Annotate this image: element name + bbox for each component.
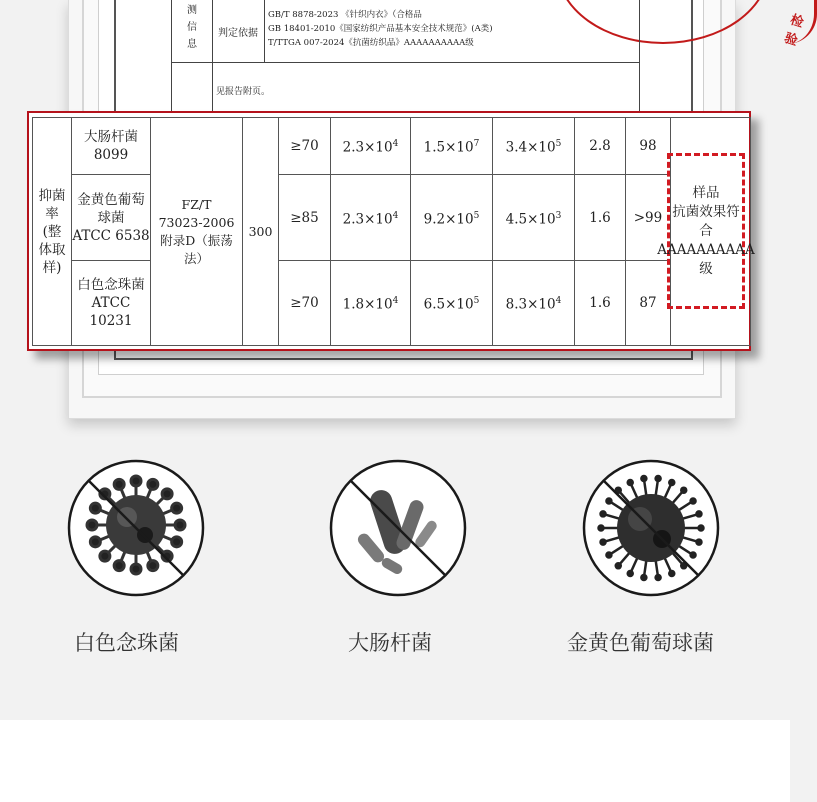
spike-knob — [175, 520, 185, 530]
standards-list — [268, 8, 493, 50]
column-divider — [212, 62, 213, 112]
count-cell: $1.8\times 10^4$ — [331, 260, 411, 345]
spike-knob — [114, 479, 124, 489]
spike-knob — [691, 553, 696, 558]
spike-knob — [131, 476, 141, 486]
spike-knob — [669, 480, 674, 485]
requirement-cell: ≥85 — [279, 175, 331, 260]
bottom-background — [0, 720, 790, 802]
count-cell: $2.3\times 10^4$ — [331, 175, 411, 260]
spike-knob — [114, 561, 124, 571]
table-row — [33, 175, 751, 260]
table-row — [33, 260, 751, 345]
e-coli-caption: 大肠杆菌 — [348, 631, 432, 655]
spike-knob — [162, 489, 172, 499]
spike-knob — [172, 537, 182, 547]
spike-knob — [696, 511, 701, 516]
e-coli-icon — [329, 459, 467, 597]
log-value-cell: 2.8 — [575, 118, 626, 175]
see-attachment-text: 见报告附页。 — [216, 87, 271, 97]
staphylococcus-icon — [582, 459, 720, 597]
spike-knob — [669, 571, 674, 576]
standard-line: GB 18401-2010《国家纺织产品基本安全技术规范》(A类) — [268, 24, 493, 34]
table-row — [33, 118, 751, 175]
candida-icon — [67, 459, 205, 597]
stamp-text: 检验 — [782, 12, 806, 50]
highlighted-results-table — [27, 111, 755, 351]
spike-knob — [131, 564, 141, 574]
count-cell: $9.2\times 10^5$ — [411, 175, 493, 260]
spike-knob — [90, 537, 100, 547]
row-header: 抑菌 率 (整 体取 样) — [33, 118, 72, 346]
spike-knob — [606, 498, 611, 503]
organism-cell: 大肠杆菌 8099 — [72, 118, 151, 175]
spike-knob — [699, 526, 704, 531]
spike-knob — [599, 526, 604, 531]
spike-knob — [172, 503, 182, 513]
spike-knob — [696, 540, 701, 545]
count-cell: $1.5\times 10^7$ — [411, 118, 493, 175]
spike-knob — [656, 575, 661, 580]
log-value-cell: 1.6 — [575, 175, 626, 260]
section-column — [172, 0, 213, 112]
standard-line: T/TTGA 007-2024《抗菌纺织品》AAAAAAAAAA级 — [268, 38, 474, 48]
spike-knob — [691, 498, 696, 503]
spike-knob — [100, 551, 110, 561]
standard-line: GB/T 8878-2023 《针织内衣》（合格品 — [268, 10, 422, 20]
spike-knob — [681, 488, 686, 493]
log-value-cell: 1.6 — [575, 260, 626, 345]
section-label: 测 信 息 — [187, 5, 197, 50]
method-cell: FZ/T 73023-2006 附录D（振荡法） — [151, 118, 243, 346]
verdict-text: 样品 抗菌效果符 合 AAAAAAAAAA 级 — [657, 184, 755, 277]
spike-knob — [601, 540, 606, 545]
rate-cell: >99 — [626, 175, 671, 260]
spike-knob — [616, 563, 621, 568]
rate-cell: 98 — [626, 118, 671, 175]
staphylococcus-caption: 金黄色葡萄球菌 — [567, 631, 714, 655]
candida-caption: 白色念珠菌 — [74, 631, 179, 655]
requirement-cell: ≥70 — [279, 260, 331, 345]
spike-knob — [601, 511, 606, 516]
antibacterial-results-table — [32, 117, 751, 346]
spike-knob — [148, 561, 158, 571]
organism-cell: 金黄色葡萄 球菌 ATCC 6538 — [72, 175, 151, 260]
rate-cell: 87 — [626, 260, 671, 345]
spike-knob — [148, 479, 158, 489]
spike-knob — [628, 480, 633, 485]
row-divider — [172, 62, 639, 63]
spike-knob — [656, 476, 661, 481]
spike-knob — [641, 575, 646, 580]
spike-knob — [87, 520, 97, 530]
report-info-table — [171, 0, 640, 112]
count-cell: $2.3\times 10^4$ — [331, 118, 411, 175]
organism-cell: 白色念珠菌 ATCC 10231 — [72, 260, 151, 345]
spike-knob — [628, 571, 633, 576]
wash-count-cell: 300 — [243, 118, 279, 346]
basis-label: 判定依据 — [212, 0, 265, 62]
count-cell: $3.4\times 10^5$ — [493, 118, 575, 175]
spike-knob — [606, 553, 611, 558]
count-cell: $6.5\times 10^5$ — [411, 260, 493, 345]
count-cell: $8.3\times 10^4$ — [493, 260, 575, 345]
count-cell: $4.5\times 10^3$ — [493, 175, 575, 260]
verdict-highlight — [657, 153, 755, 309]
spike-knob — [90, 503, 100, 513]
requirement-cell: ≥70 — [279, 118, 331, 175]
spike-knob — [641, 476, 646, 481]
